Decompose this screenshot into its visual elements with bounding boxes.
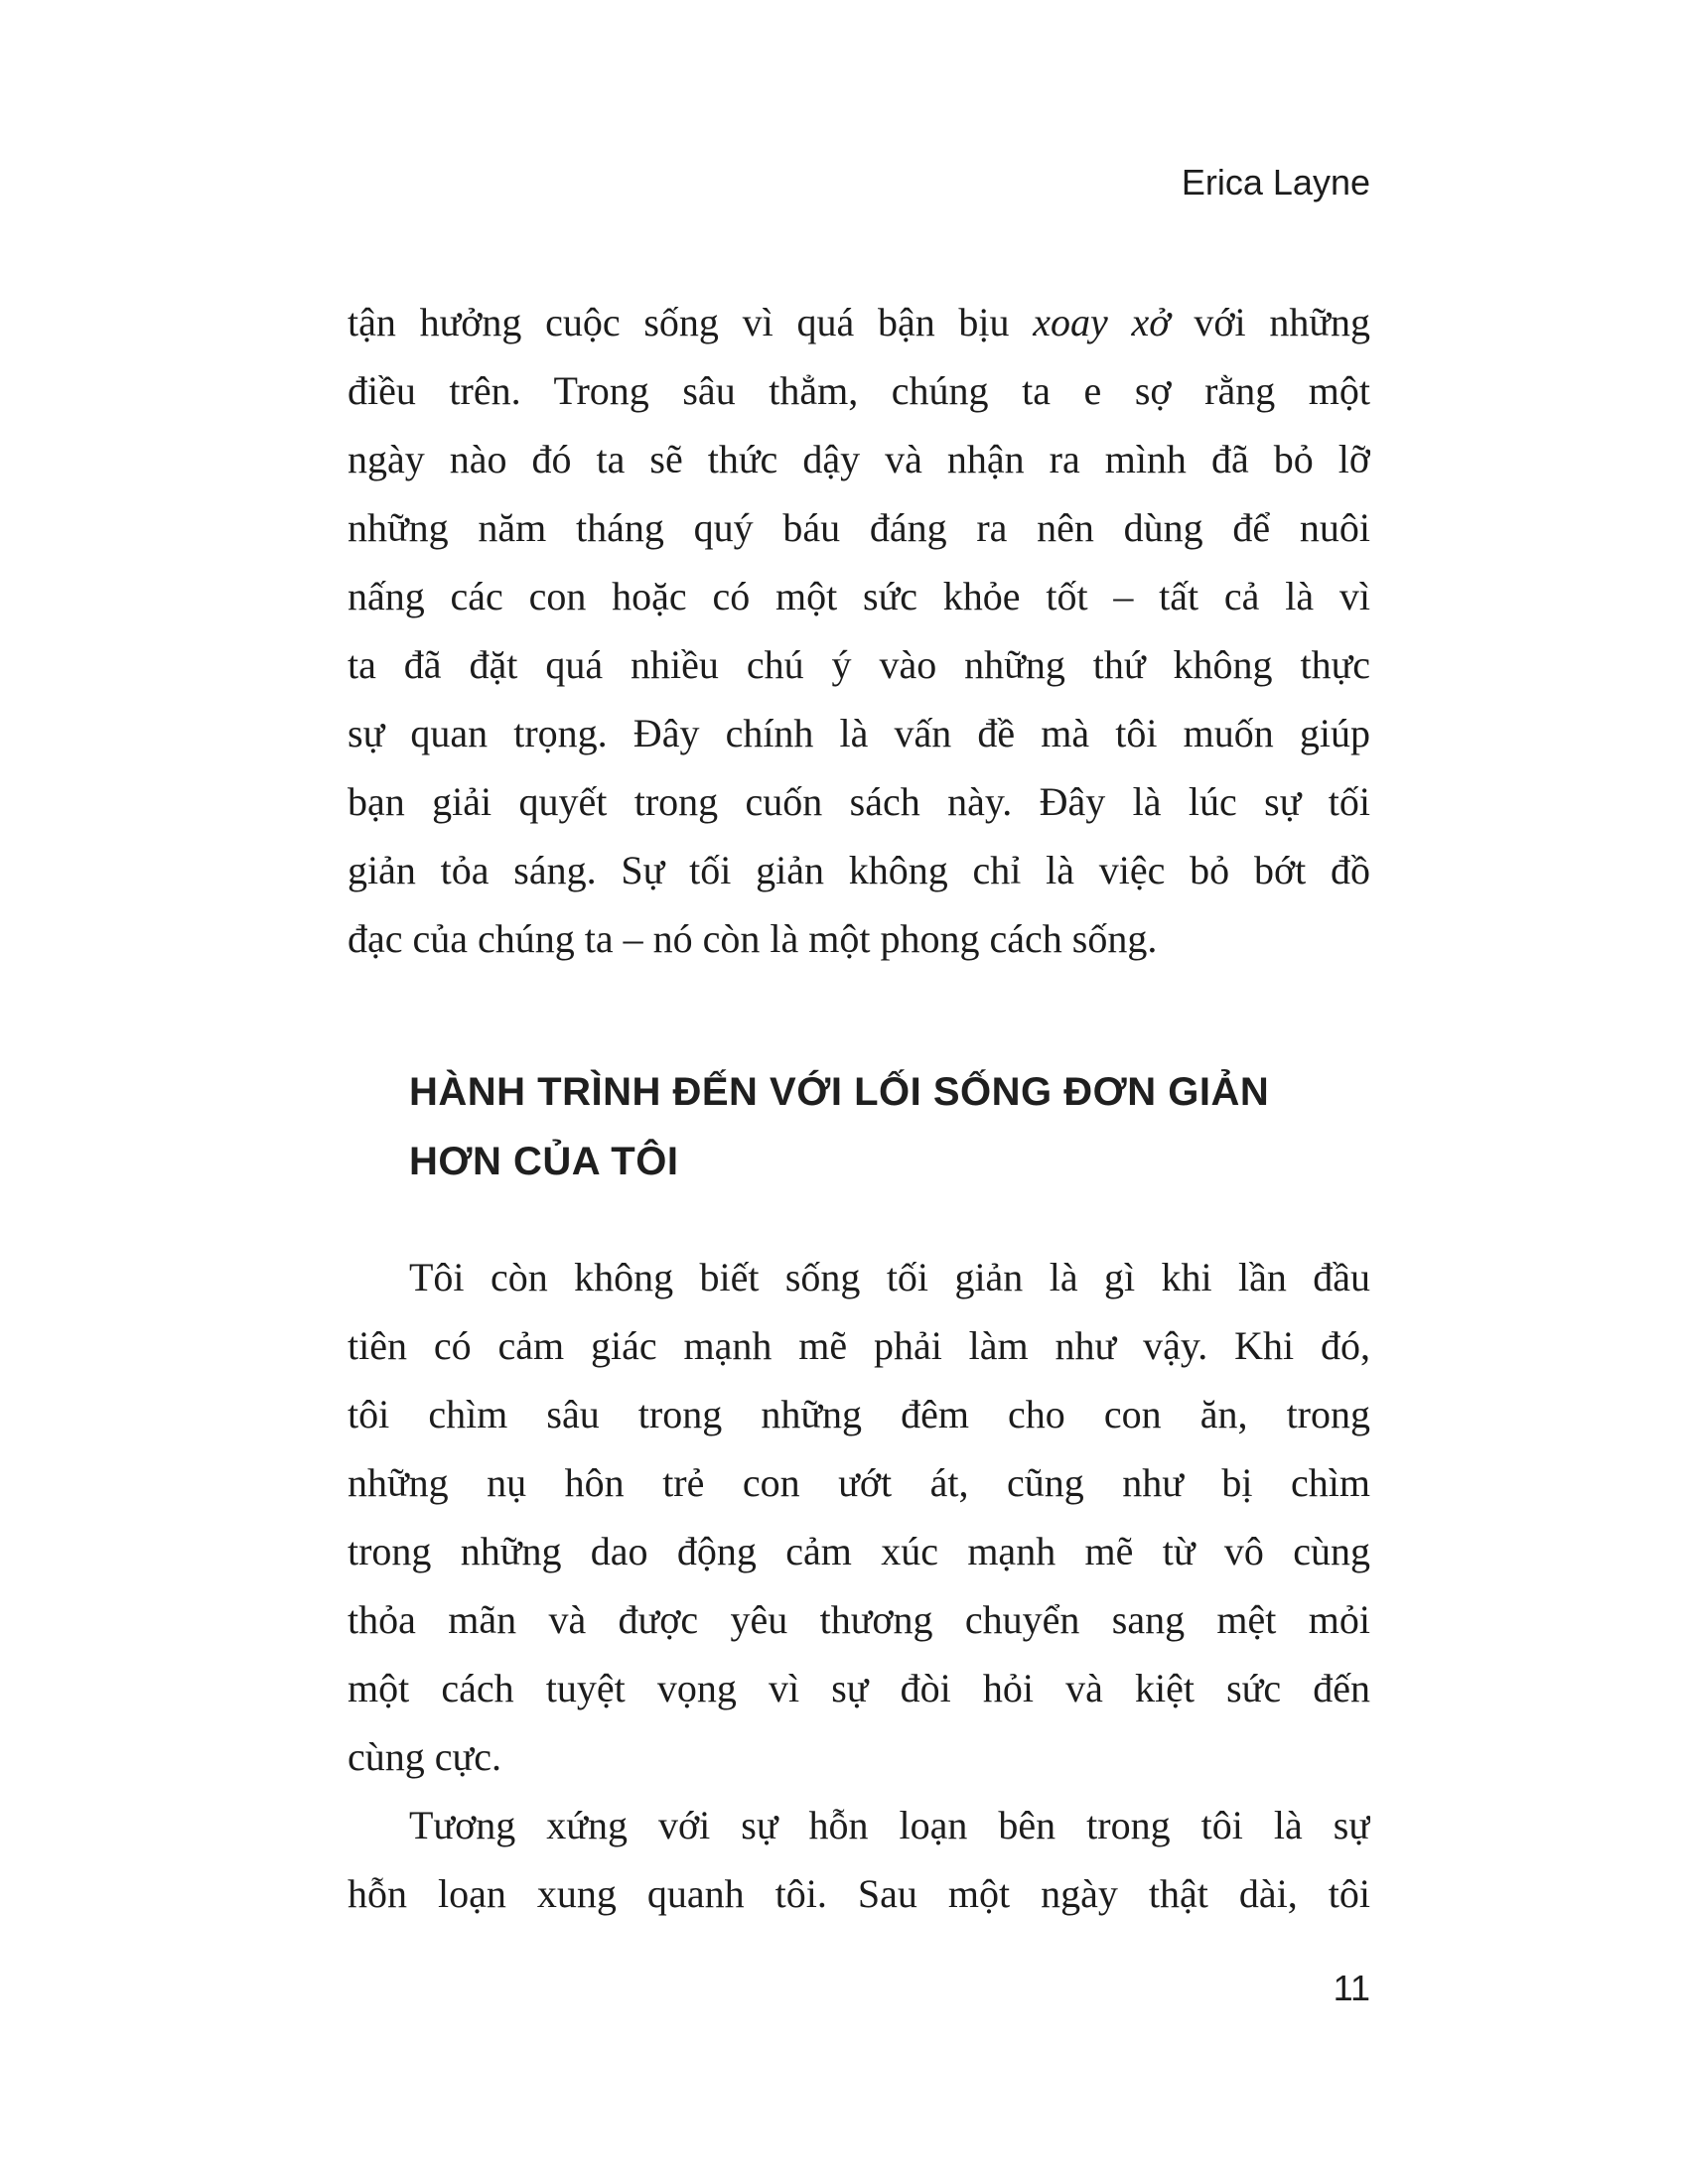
- body-line: đạc của chúng ta – nó còn là một phong cách sống.: [348, 916, 1158, 961]
- body-line: nấng các con hoặc có một sức khỏe tốt – tất cả là vì: [348, 574, 1370, 618]
- section-heading-line: HƠN CỦA TÔI: [409, 1140, 679, 1183]
- body-text-segment: tận hưởng cuộc sống vì quá bận bịu: [348, 300, 1034, 344]
- body-line: trong những dao động cảm xúc mạnh mẽ từ vô cùng: [348, 1529, 1370, 1573]
- body-line: một cách tuyệt vọng vì sự đòi hỏi và kiệt sức đến: [348, 1666, 1370, 1710]
- body-line: ngày nào đó ta sẽ thức dậy và nhận ra mình đã bỏ lỡ: [348, 437, 1370, 481]
- body-line: hỗn loạn xung quanh tôi. Sau một ngày thật dài, tôi: [348, 1871, 1370, 1916]
- body-line: thỏa mãn và được yêu thương chuyển sang mệt mỏi: [348, 1597, 1370, 1642]
- running-header-author: Erica Layne: [1181, 162, 1370, 203]
- paragraph-3: [348, 1791, 1370, 1928]
- body-line: giản tỏa sáng. Sự tối giản không chỉ là việc bỏ bớt đồ: [348, 848, 1370, 892]
- body-line: những năm tháng quý báu đáng ra nên dùng để nuôi: [348, 505, 1370, 550]
- text-column: [348, 0, 1370, 2010]
- body-line: điều trên. Trong sâu thẳm, chúng ta e sợ rằng một: [348, 368, 1370, 413]
- paragraph-1: [348, 288, 1370, 973]
- body-line: Tôi còn không biết sống tối giản là gì khi lần đầu: [409, 1255, 1370, 1299]
- body-line: cùng cực.: [348, 1734, 501, 1779]
- body-line: tôi chìm sâu trong những đêm cho con ăn, trong: [348, 1392, 1370, 1436]
- paragraph-2: [348, 1243, 1370, 1791]
- body-line: bạn giải quyết trong cuốn sách này. Đây là lúc sự tối: [348, 779, 1370, 824]
- body-line: ta đã đặt quá nhiều chú ý vào những thứ không thực: [348, 642, 1370, 687]
- page-number: 11: [1333, 1968, 1370, 2008]
- body-line: sự quan trọng. Đây chính là vấn đề mà tôi muốn giúp: [348, 711, 1370, 755]
- body-line: tiên có cảm giác mạnh mẽ phải làm như vậy. Khi đó,: [348, 1323, 1370, 1368]
- body-line: Tương xứng với sự hỗn loạn bên trong tôi là sự: [409, 1803, 1370, 1847]
- body-line: những nụ hôn trẻ con ướt át, cũng như bị chìm: [348, 1460, 1370, 1505]
- body-text-segment: với những: [1170, 300, 1370, 344]
- italic-phrase: xoay xở: [1033, 300, 1171, 344]
- section-heading: [409, 1057, 1370, 1196]
- section-heading-line: HÀNH TRÌNH ĐẾN VỚI LỐI SỐNG ĐƠN GIẢN: [409, 1070, 1270, 1114]
- body-line: [348, 288, 1370, 356]
